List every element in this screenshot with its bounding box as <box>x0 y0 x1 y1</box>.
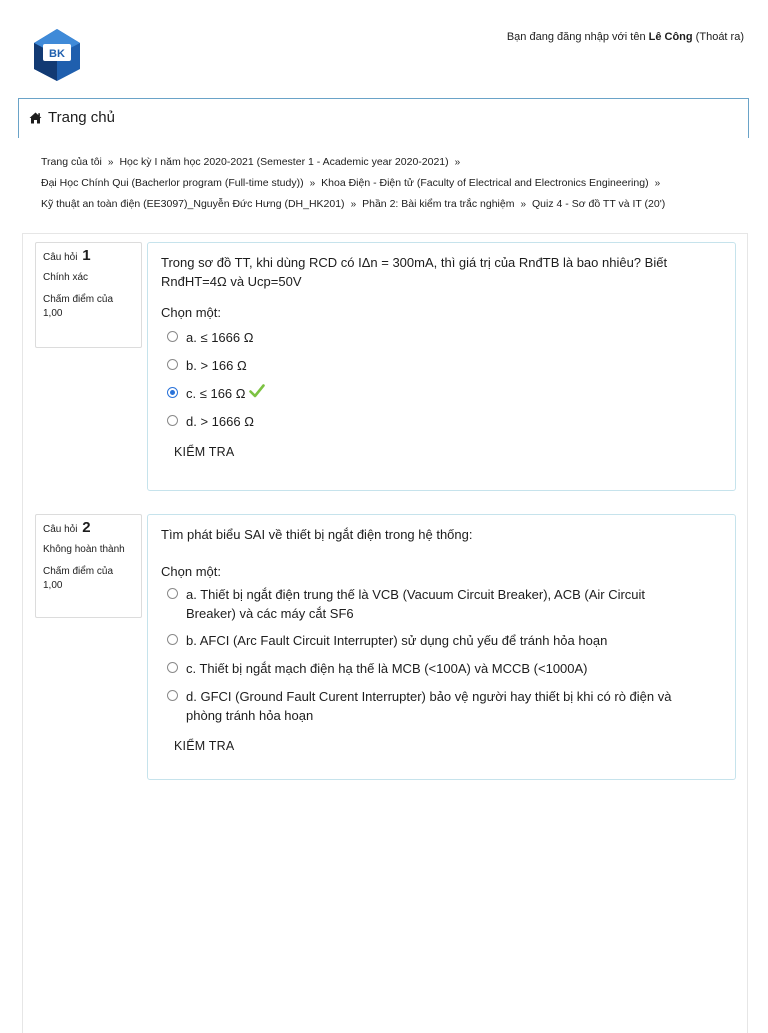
breadcrumb-item-section[interactable]: Phần 2: Bài kiểm tra trắc nghiệm <box>362 198 515 210</box>
answer-option-d[interactable] <box>161 412 722 431</box>
breadcrumb-item-faculty[interactable]: Khoa Điện - Điện tử (Faculty of Electrical and Electronics Engineering) <box>321 177 649 189</box>
question-grade-label: Chấm điểm của <box>43 566 114 577</box>
option-label: a. ≤ 1666 Ω <box>186 330 254 345</box>
option-label: d. GFCI (Ground Fault Curent Interrupter) bảo vệ người hay thiết bị khi có rò điện và phòng tránh hỏa hoạn <box>186 689 672 723</box>
radio-button[interactable] <box>167 331 178 342</box>
radio-button[interactable] <box>167 690 178 701</box>
radio-button-checked[interactable] <box>167 387 178 398</box>
question-text: Tìm phát biểu SAI về thiết bị ngắt điện trong hệ thống: <box>161 527 473 542</box>
option-label: b. > 166 Ω <box>186 358 247 373</box>
breadcrumb-separator: » <box>654 178 661 189</box>
user-name-link[interactable]: Lê Công <box>648 31 693 43</box>
question-grade-label: Chấm điểm của <box>43 294 114 305</box>
radio-button[interactable] <box>167 415 178 426</box>
radio-button[interactable] <box>167 359 178 370</box>
breadcrumb-item-my-page[interactable]: Trang của tôi <box>41 156 102 168</box>
question-state: Không hoàn thành <box>43 544 125 555</box>
radio-button[interactable] <box>167 588 178 599</box>
nav-home-link[interactable] <box>29 109 115 126</box>
answer-option-b[interactable] <box>161 631 722 650</box>
check-button[interactable]: KIỂM TRA <box>174 739 235 753</box>
svg-text:BK: BK <box>49 48 65 60</box>
option-label: c. Thiết bị ngắt mạch điện hạ thế là MCB (<100A) và MCCB (<1000A) <box>186 661 588 676</box>
answer-option-c[interactable] <box>161 384 722 403</box>
question-content-1 <box>147 242 736 491</box>
breadcrumb-separator: » <box>454 157 461 168</box>
logout-paren-open: ( <box>692 31 700 43</box>
breadcrumb-item-program[interactable]: Đại Học Chính Qui (Bacherlor program (Full-time study)) <box>41 177 304 189</box>
breadcrumb-item-semester[interactable]: Học kỳ I năm học 2020-2021 (Semester 1 - Academic year 2020-2021) <box>119 156 449 168</box>
answer-options <box>161 328 722 431</box>
logout-paren-close: ) <box>740 31 744 43</box>
answer-prompt: Chọn một: <box>161 305 221 320</box>
breadcrumb-separator: » <box>350 199 357 210</box>
home-label: Trang chủ <box>48 109 115 126</box>
option-label: d. > 1666 Ω <box>186 414 254 429</box>
breadcrumb-item-quiz[interactable]: Quiz 4 - Sơ đồ TT và IT (20') <box>532 198 666 210</box>
option-label: b. AFCI (Arc Fault Circuit Interrupter) sử dụng chủ yếu để tránh hỏa hoạn <box>186 633 608 648</box>
answer-options <box>161 585 722 725</box>
login-prefix: Bạn đang đăng nhập với tên <box>506 31 649 43</box>
breadcrumb-separator: » <box>309 178 316 189</box>
bk-logo[interactable] <box>31 28 83 82</box>
question-grade-value: 1,00 <box>43 308 63 319</box>
home-icon <box>29 112 42 124</box>
question-info-1 <box>35 242 142 348</box>
answer-option-a[interactable] <box>161 585 722 623</box>
nav-bar <box>18 98 749 138</box>
option-label: a. Thiết bị ngắt điện trung thế là VCB (Vacuum Circuit Breaker), ACB (Air Circuit Breaker) và các máy cắt SF6 <box>186 587 646 621</box>
page-header <box>0 0 768 96</box>
answer-option-a[interactable] <box>161 328 722 347</box>
site-name: BÁCH KHOA E-LEARNING <box>96 61 343 82</box>
option-label: c. ≤ 166 Ω <box>186 386 246 401</box>
breadcrumb-separator: » <box>520 199 527 210</box>
correct-check-icon <box>249 384 265 398</box>
check-button[interactable]: KIỂM TRA <box>174 445 235 459</box>
logout-link[interactable]: Thoát ra <box>699 31 741 43</box>
answer-prompt: Chọn một: <box>161 564 221 579</box>
answer-option-b[interactable] <box>161 356 722 375</box>
answer-option-c[interactable] <box>161 659 722 678</box>
question-number: Câu hỏi 1 <box>43 247 91 264</box>
breadcrumb <box>41 152 741 215</box>
question-info-2 <box>35 514 142 618</box>
login-info <box>507 31 744 43</box>
radio-button[interactable] <box>167 634 178 645</box>
question-state: Chính xác <box>43 272 89 283</box>
question-content-2 <box>147 514 736 780</box>
question-text: Trong sơ đồ TT, khi dùng RCD có IΔn = 300mA, thì giá trị của RnđTB là bao nhiêu? Biết RnđHT=4Ω và Ucp=50V <box>161 255 668 289</box>
radio-button[interactable] <box>167 662 178 673</box>
question-grade-value: 1,00 <box>43 580 63 591</box>
breadcrumb-separator: » <box>107 157 114 168</box>
question-number: Câu hỏi 2 <box>43 519 91 536</box>
breadcrumb-item-course[interactable]: Kỹ thuật an toàn điện (EE3097)_Nguyễn Đức Hưng (DH_HK201) <box>41 198 345 210</box>
answer-option-d[interactable] <box>161 687 722 725</box>
